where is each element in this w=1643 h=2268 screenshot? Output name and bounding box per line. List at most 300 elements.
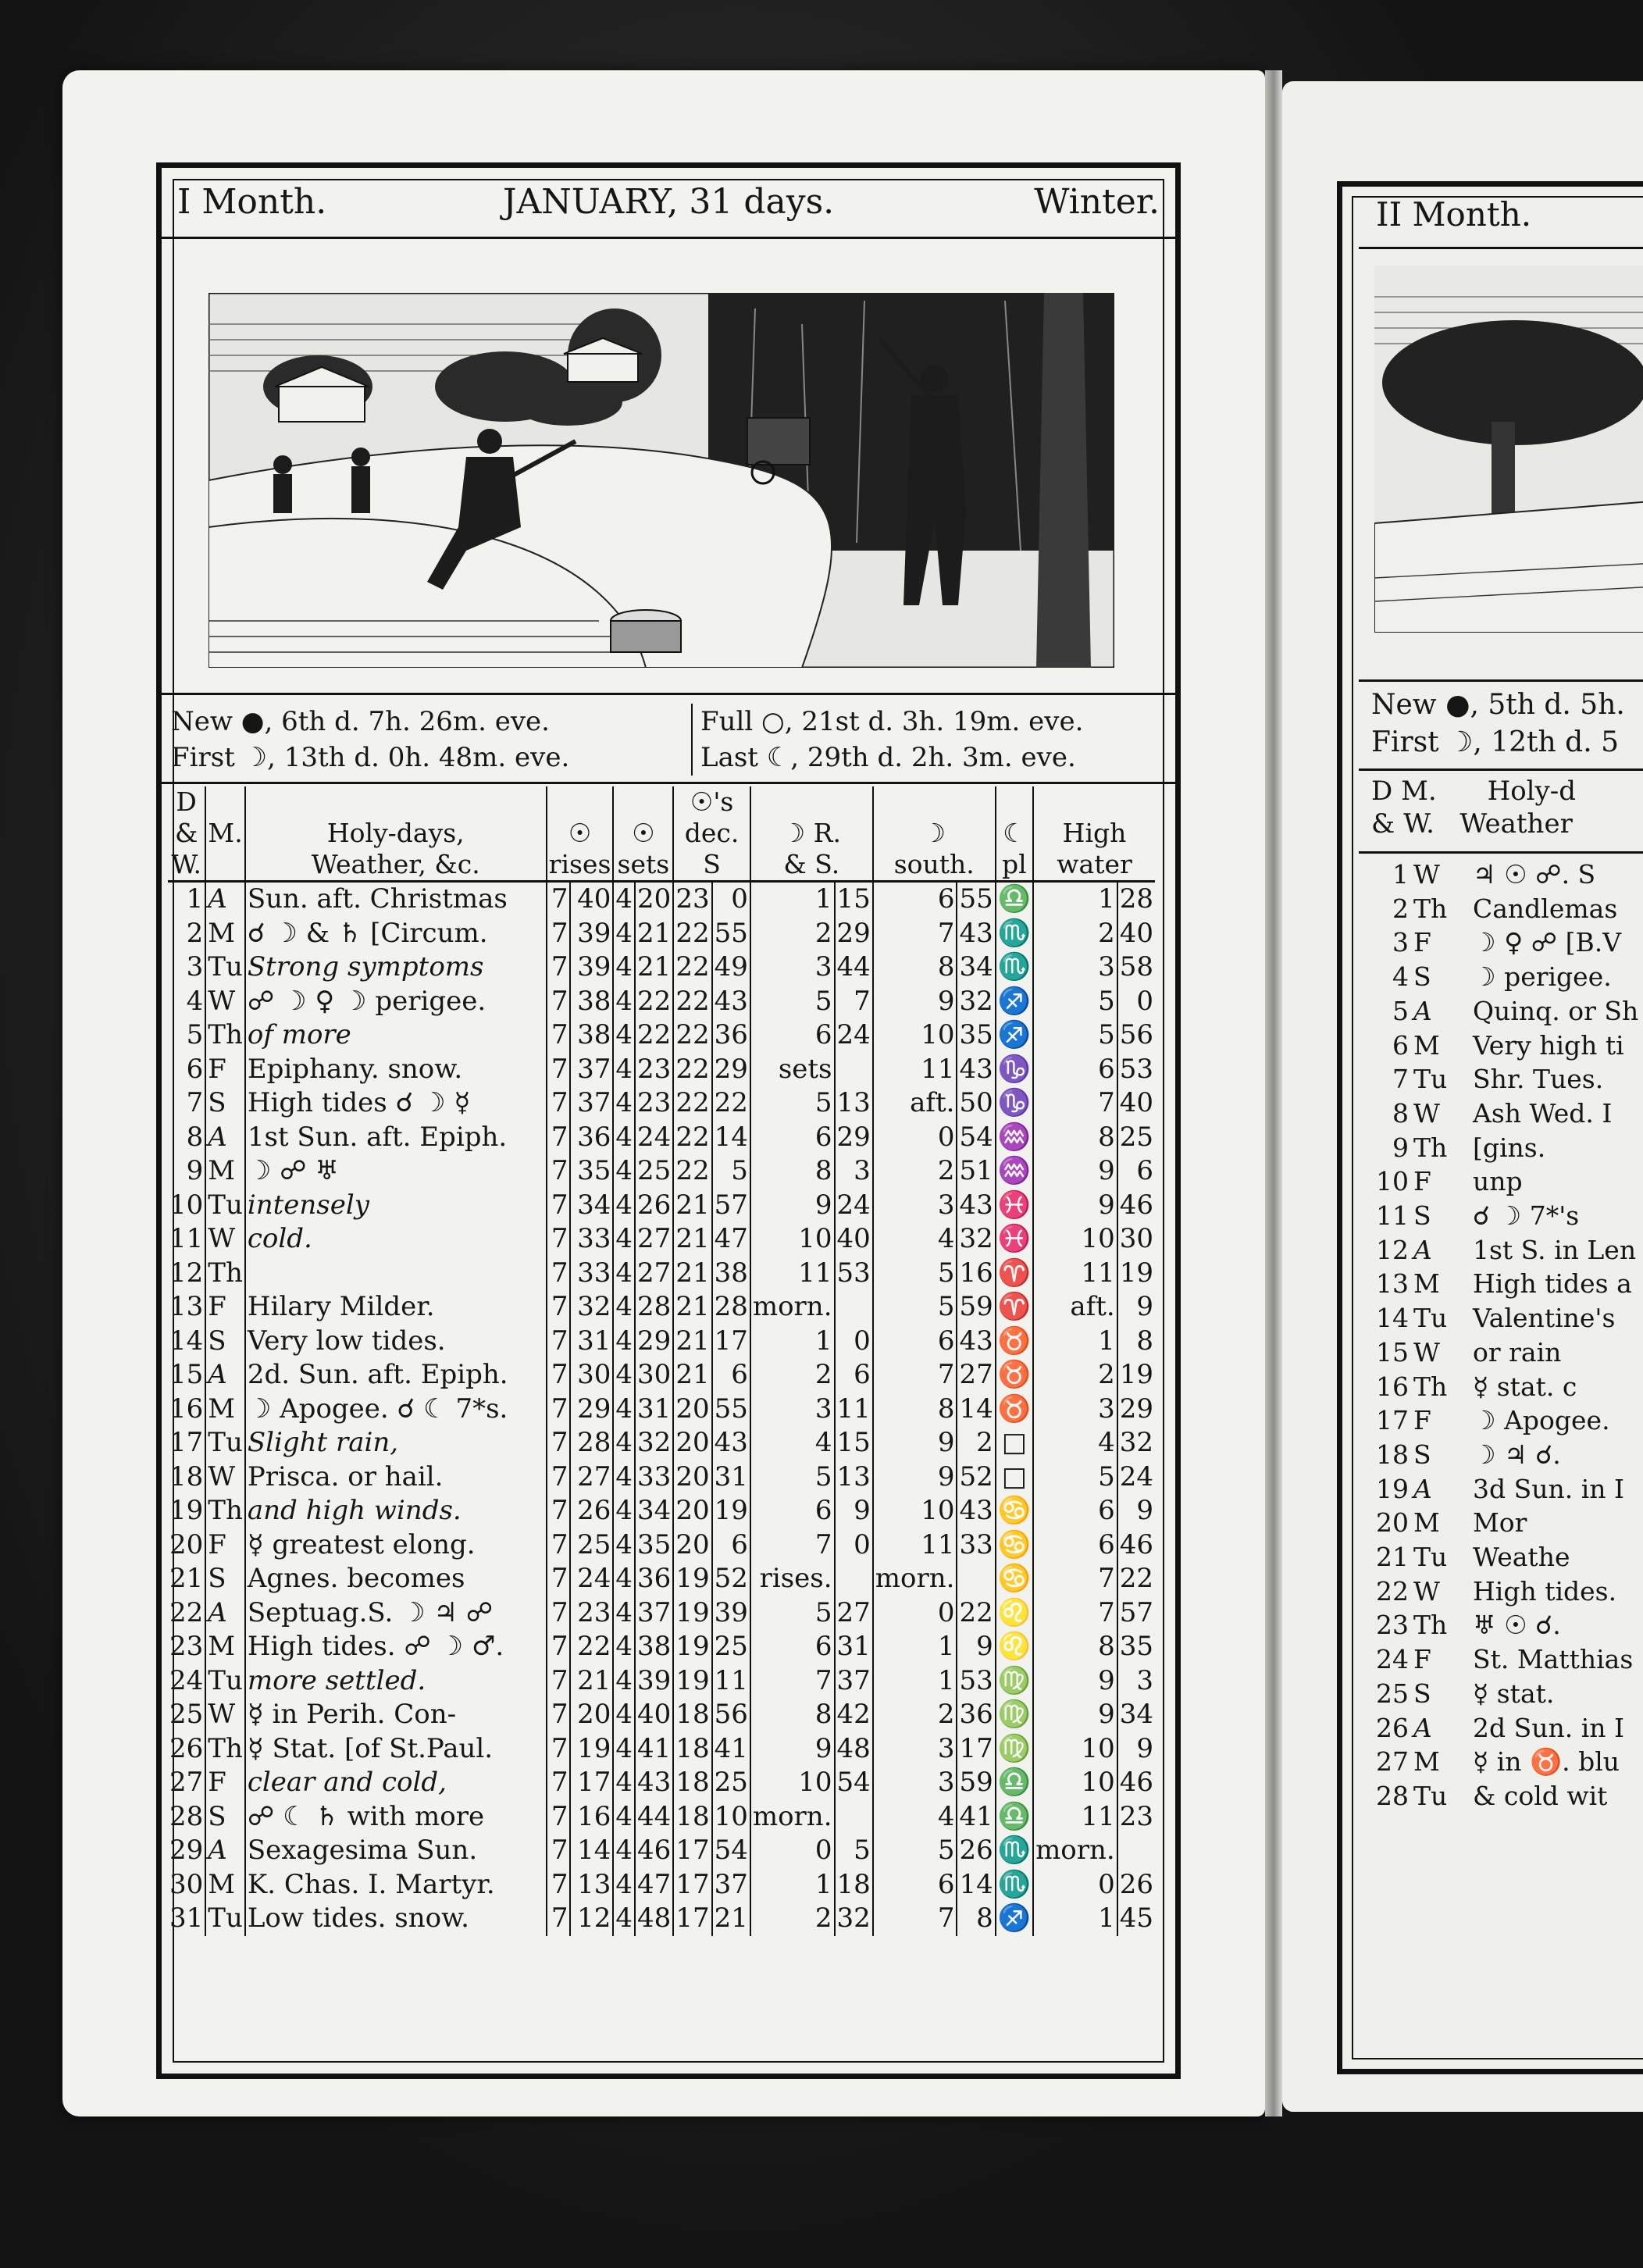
sunset-hour: 4	[613, 1460, 635, 1495]
day-number: 2	[186, 917, 204, 949]
full-moon-text: Full ○, 21st d. 3h. 19m. eve.	[700, 706, 1084, 737]
sunset-hour: 4	[613, 950, 635, 985]
moon-rise-set-hour: 7	[750, 1664, 835, 1699]
moon-south-hour: 1	[873, 1630, 957, 1664]
holy-day-note: Agnes. becomes	[245, 1562, 547, 1596]
moon-place-sign: ♈	[996, 1257, 1033, 1291]
holy-day-note: 1st Sun. aft. Epiph.	[245, 1121, 547, 1155]
moon-rise-set-minute	[835, 1290, 873, 1325]
day-number: 17	[169, 1427, 204, 1458]
right-day-number: 23	[1376, 1610, 1409, 1641]
right-weekday: W	[1413, 1097, 1440, 1129]
high-water-hour: 11	[1033, 1800, 1117, 1835]
right-holy-day-note: Quinq. or Sh	[1473, 995, 1639, 1026]
right-holy-day-note: Mor	[1473, 1507, 1527, 1539]
high-water-minute	[1117, 1834, 1155, 1868]
right-weekday: Tu	[1413, 1064, 1448, 1095]
right-day-number: 17	[1376, 1405, 1409, 1436]
weekday: F	[205, 1053, 245, 1087]
moon-south-minute: 43	[957, 917, 995, 951]
moon-rise-set-minute: 32	[835, 1902, 873, 1936]
holy-day-note: more settled.	[245, 1664, 547, 1699]
weekday: W	[205, 985, 245, 1019]
moon-rise-set-hour: 5	[750, 985, 835, 1019]
weekday: M	[205, 917, 245, 951]
high-water-hour: 6	[1033, 1053, 1117, 1087]
last-quarter-text: Last ☾, 29th d. 2h. 3m. eve.	[700, 742, 1076, 773]
high-water-minute: 30	[1117, 1222, 1155, 1257]
right-calendar-row	[1371, 1438, 1638, 1472]
sunrise-minute: 25	[570, 1528, 613, 1563]
sunset-hour: 4	[613, 1902, 635, 1936]
right-holy-day-note: Weathe	[1473, 1542, 1570, 1573]
moon-rise-set-minute	[835, 1053, 873, 1087]
moon-rise-set-minute: 29	[835, 917, 873, 951]
weekday: S	[205, 1325, 245, 1359]
moon-place-sign: ♍	[996, 1732, 1033, 1767]
sunset-hour: 4	[613, 1494, 635, 1528]
sunset-hour: 4	[613, 1189, 635, 1223]
right-day-number: 12	[1376, 1234, 1409, 1265]
sunrise-hour: 7	[547, 950, 571, 985]
sunset-hour: 4	[613, 1426, 635, 1460]
sunset-hour: 4	[613, 1834, 635, 1868]
right-day-number: 1	[1392, 859, 1409, 890]
calendar-row	[168, 950, 1155, 985]
holy-day-note: Very low tides.	[245, 1325, 547, 1359]
right-calendar-rows	[1371, 858, 1638, 1813]
moon-south-hour: 5	[873, 1834, 957, 1868]
right-day-number: 19	[1376, 1473, 1409, 1504]
sunset-minute: 20	[635, 882, 673, 917]
sunset-minute: 32	[635, 1426, 673, 1460]
moon-rise-set-hour: sets	[750, 1053, 835, 1087]
sunrise-minute: 38	[570, 985, 613, 1019]
sunrise-hour: 7	[547, 917, 571, 951]
declination-degrees: 17	[673, 1868, 711, 1902]
day-number: 3	[186, 951, 204, 982]
moon-rise-set-hour: 6	[750, 1018, 835, 1053]
moon-rise-set-hour: 1	[750, 1325, 835, 1359]
sunrise-hour: 7	[547, 1664, 571, 1699]
moon-south-hour: 0	[873, 1596, 957, 1631]
sunset-minute: 34	[635, 1494, 673, 1528]
moon-south-minute: 34	[957, 950, 995, 985]
declination-minutes: 47	[712, 1222, 750, 1257]
moon-rise-set-hour: 8	[750, 1698, 835, 1732]
sunset-hour: 4	[613, 1868, 635, 1902]
moon-south-minute: 16	[957, 1257, 995, 1291]
day-number: 29	[169, 1835, 204, 1866]
moon-rise-set-hour: 8	[750, 1154, 835, 1189]
moon-south-hour: 4	[873, 1222, 957, 1257]
moon-south-minute: 22	[957, 1596, 995, 1631]
sunrise-minute: 39	[570, 950, 613, 985]
sunrise-hour: 7	[547, 1528, 571, 1563]
right-weekday: M	[1413, 1746, 1440, 1778]
moon-south-minute: 55	[957, 882, 995, 917]
right-calendar-row	[1371, 1677, 1638, 1711]
high-water-minute: 9	[1117, 1290, 1155, 1325]
declination-degrees: 22	[673, 1154, 711, 1189]
day-number: 15	[169, 1359, 204, 1390]
high-water-minute: 22	[1117, 1562, 1155, 1596]
right-day-number: 20	[1376, 1507, 1409, 1539]
day-number: 8	[186, 1121, 204, 1153]
calendar-row	[168, 1732, 1155, 1767]
right-weekday: Tu	[1413, 1542, 1448, 1573]
holy-day-note: and high winds.	[245, 1494, 547, 1528]
sunrise-hour: 7	[547, 1800, 571, 1835]
right-weekday: S	[1413, 1439, 1431, 1470]
calendar-row	[168, 1325, 1155, 1359]
declination-minutes: 21	[712, 1902, 750, 1936]
moon-rise-set-minute: 0	[835, 1325, 873, 1359]
moon-rise-set-hour: 6	[750, 1494, 835, 1528]
right-moon-box-rule	[1359, 768, 1643, 771]
calendar-row	[168, 1494, 1155, 1528]
high-water-minute: 23	[1117, 1800, 1155, 1835]
moon-place-sign: ♍	[996, 1664, 1033, 1699]
sunset-hour: 4	[613, 1290, 635, 1325]
moon-place-sign: ♐	[996, 1018, 1033, 1053]
moon-south-hour: 7	[873, 917, 957, 951]
high-water-minute: 25	[1117, 1121, 1155, 1155]
sunrise-minute: 30	[570, 1358, 613, 1393]
calendar-row	[168, 1053, 1155, 1087]
moon-south-hour: 4	[873, 1800, 957, 1835]
right-day-number: 21	[1376, 1542, 1409, 1573]
weekday: Th	[205, 1494, 245, 1528]
moon-place-sign: ♋	[996, 1528, 1033, 1563]
moon-south-hour: 10	[873, 1018, 957, 1053]
right-holy-day-note: ☽ Apogee.	[1473, 1405, 1610, 1436]
moon-rise-set-minute: 24	[835, 1189, 873, 1223]
calendar-row	[168, 1393, 1155, 1427]
moon-south-hour: 8	[873, 950, 957, 985]
holy-day-note: Strong symptoms	[245, 950, 547, 985]
col-holydays-header: Holy-days, Weather, &c.	[245, 786, 547, 882]
moon-place-sign: ♓	[996, 1222, 1033, 1257]
moon-south-minute: 59	[957, 1766, 995, 1800]
high-water-minute: 3	[1117, 1664, 1155, 1699]
high-water-hour: 2	[1033, 1358, 1117, 1393]
sunset-minute: 47	[635, 1868, 673, 1902]
right-calendar-row	[1371, 1301, 1638, 1335]
declination-minutes: 6	[712, 1358, 750, 1393]
moon-rise-set-minute: 31	[835, 1630, 873, 1664]
col-weekday-header: M.	[205, 786, 245, 882]
moon-south-hour: 6	[873, 1325, 957, 1359]
right-weekday: F	[1413, 927, 1431, 958]
declination-degrees: 22	[673, 917, 711, 951]
sunrise-minute: 39	[570, 917, 613, 951]
declination-degrees: 21	[673, 1257, 711, 1291]
high-water-hour: 7	[1033, 1086, 1117, 1121]
right-calendar-row	[1371, 1199, 1638, 1233]
sunrise-hour: 7	[547, 1222, 571, 1257]
right-calendar-row	[1371, 1267, 1638, 1301]
right-calendar-row	[1371, 925, 1638, 960]
sunrise-minute: 22	[570, 1630, 613, 1664]
moon-phases-box	[168, 699, 1169, 777]
sunrise-minute: 27	[570, 1460, 613, 1495]
day-number: 19	[169, 1495, 204, 1526]
sunrise-minute: 31	[570, 1325, 613, 1359]
weekday: M	[205, 1154, 245, 1189]
high-water-hour: 6	[1033, 1528, 1117, 1563]
holy-day-note: ☍ ☽ ♀ ☽ perigee.	[245, 985, 547, 1019]
sunset-hour: 4	[613, 1086, 635, 1121]
declination-minutes: 14	[712, 1121, 750, 1155]
sunset-hour: 4	[613, 917, 635, 951]
calendar-row	[168, 1698, 1155, 1732]
day-number: 31	[169, 1902, 204, 1934]
declination-degrees: 21	[673, 1222, 711, 1257]
calendar-row	[168, 1630, 1155, 1664]
calendar-row	[168, 917, 1155, 951]
declination-minutes: 39	[712, 1596, 750, 1631]
weekday: M	[205, 1393, 245, 1427]
moon-south-hour: 6	[873, 1868, 957, 1902]
sunrise-hour: 7	[547, 1189, 571, 1223]
declination-minutes: 36	[712, 1018, 750, 1053]
right-day-number: 15	[1376, 1336, 1409, 1368]
moon-rise-set-hour: 4	[750, 1426, 835, 1460]
moon-rise-set-minute	[835, 1562, 873, 1596]
col-declination-header: ☉'s dec. S	[673, 786, 750, 882]
moon-rise-set-hour: 10	[750, 1766, 835, 1800]
moon-south-minute: 43	[957, 1053, 995, 1087]
declination-degrees: 21	[673, 1189, 711, 1223]
right-day-number: 27	[1376, 1746, 1409, 1778]
high-water-minute: 35	[1117, 1630, 1155, 1664]
sunset-hour: 4	[613, 1766, 635, 1800]
declination-degrees: 17	[673, 1834, 711, 1868]
declination-degrees: 19	[673, 1630, 711, 1664]
high-water-minute: 9	[1117, 1494, 1155, 1528]
high-water-hour: 8	[1033, 1121, 1117, 1155]
sunrise-minute: 36	[570, 1121, 613, 1155]
holy-day-note: Low tides. snow.	[245, 1902, 547, 1936]
sunrise-hour: 7	[547, 1494, 571, 1528]
high-water-hour: 8	[1033, 1630, 1117, 1664]
right-weekday: Th	[1413, 1132, 1448, 1163]
moon-place-sign: □	[996, 1426, 1033, 1460]
sunset-hour: 4	[613, 1698, 635, 1732]
right-header-rule	[1359, 247, 1643, 249]
moon-south-hour: 7	[873, 1902, 957, 1936]
moon-rise-set-hour: 11	[750, 1257, 835, 1291]
moon-south-minute: 59	[957, 1290, 995, 1325]
weekday: Tu	[205, 1189, 245, 1223]
right-calendar-row	[1371, 1029, 1638, 1063]
moon-south-minute: 17	[957, 1732, 995, 1767]
right-day-number: 16	[1376, 1371, 1409, 1402]
calendar-row	[168, 1358, 1155, 1393]
declination-minutes: 5	[712, 1154, 750, 1189]
sunrise-hour: 7	[547, 1902, 571, 1936]
high-water-minute: 19	[1117, 1257, 1155, 1291]
sunrise-minute: 13	[570, 1868, 613, 1902]
sunset-minute: 21	[635, 950, 673, 985]
holy-day-note: Slight rain,	[245, 1426, 547, 1460]
day-number: 24	[169, 1664, 204, 1696]
right-calendar-row	[1371, 1335, 1638, 1370]
sunrise-minute: 17	[570, 1766, 613, 1800]
sunset-hour: 4	[613, 1121, 635, 1155]
sunset-hour: 4	[613, 1630, 635, 1664]
sunset-minute: 40	[635, 1698, 673, 1732]
calendar-row	[168, 1426, 1155, 1460]
declination-degrees: 20	[673, 1494, 711, 1528]
weekday: A	[205, 1596, 245, 1631]
moon-rise-set-minute: 6	[835, 1358, 873, 1393]
moon-south-minute: 27	[957, 1358, 995, 1393]
right-day-number: 2	[1392, 893, 1409, 924]
sunset-minute: 46	[635, 1834, 673, 1868]
calendar-header-row	[168, 786, 1155, 882]
sunrise-minute: 37	[570, 1053, 613, 1087]
moon-south-hour: 3	[873, 1766, 957, 1800]
right-day-number: 8	[1392, 1097, 1409, 1129]
high-water-hour: 2	[1033, 917, 1117, 951]
calendar-row	[168, 1290, 1155, 1325]
declination-minutes: 19	[712, 1494, 750, 1528]
sunrise-hour: 7	[547, 1290, 571, 1325]
declination-degrees: 18	[673, 1766, 711, 1800]
right-column-headers: D M. Holy-d & W. Weather	[1371, 776, 1577, 840]
moon-south-minute	[957, 1562, 995, 1596]
day-number: 10	[169, 1189, 204, 1221]
sunset-hour: 4	[613, 985, 635, 1019]
moon-rise-set-minute: 5	[835, 1834, 873, 1868]
sunrise-hour: 7	[547, 1358, 571, 1393]
right-weekday: W	[1413, 1575, 1440, 1606]
high-water-minute: 53	[1117, 1053, 1155, 1087]
moon-rise-set-minute: 44	[835, 950, 873, 985]
right-holy-day-note: unp	[1473, 1166, 1523, 1197]
moon-south-minute: 36	[957, 1698, 995, 1732]
moon-south-hour: 3	[873, 1732, 957, 1767]
declination-minutes: 31	[712, 1460, 750, 1495]
declination-degrees: 22	[673, 985, 711, 1019]
moon-place-sign: ♏	[996, 950, 1033, 985]
sunset-hour: 4	[613, 1358, 635, 1393]
declination-degrees: 21	[673, 1290, 711, 1325]
moon-south-hour: 2	[873, 1154, 957, 1189]
declination-degrees: 17	[673, 1902, 711, 1936]
high-water-minute: 46	[1117, 1528, 1155, 1563]
high-water-minute: 34	[1117, 1698, 1155, 1732]
high-water-minute: 57	[1117, 1596, 1155, 1631]
high-water-hour: 9	[1033, 1698, 1117, 1732]
weekday: A	[205, 1358, 245, 1393]
sunrise-hour: 7	[547, 1086, 571, 1121]
moon-place-sign: ♐	[996, 985, 1033, 1019]
sunset-minute: 23	[635, 1053, 673, 1087]
declination-degrees: 21	[673, 1358, 711, 1393]
day-number: 26	[169, 1732, 204, 1764]
right-day-number: 18	[1376, 1439, 1409, 1470]
sunset-hour: 4	[613, 1053, 635, 1087]
right-calendar-row	[1371, 1642, 1638, 1677]
sunrise-minute: 33	[570, 1222, 613, 1257]
moon-south-hour: morn.	[873, 1562, 957, 1596]
moon-south-minute: 14	[957, 1868, 995, 1902]
moon-rise-set-hour: 1	[750, 882, 835, 917]
declination-minutes: 55	[712, 1393, 750, 1427]
right-weekday: Tu	[1413, 1780, 1448, 1811]
moon-rise-set-hour: morn.	[750, 1800, 835, 1835]
moon-place-sign: ♉	[996, 1358, 1033, 1393]
right-weekday: Th	[1413, 893, 1448, 924]
calendar-row	[168, 1766, 1155, 1800]
calendar-table	[168, 786, 1155, 1936]
day-number: 27	[169, 1767, 204, 1798]
calendar-row	[168, 1868, 1155, 1902]
winter-woodcut-illustration	[208, 293, 1114, 668]
moon-south-minute: 35	[957, 1018, 995, 1053]
calendar-row	[168, 1189, 1155, 1223]
high-water-minute: 46	[1117, 1189, 1155, 1223]
declination-minutes: 17	[712, 1325, 750, 1359]
sunrise-minute: 29	[570, 1393, 613, 1427]
moon-rise-set-minute: 18	[835, 1868, 873, 1902]
moon-south-minute: 51	[957, 1154, 995, 1189]
holy-day-note: ☽ ☍ ♅	[245, 1154, 547, 1189]
declination-minutes: 37	[712, 1868, 750, 1902]
sunset-hour: 4	[613, 1154, 635, 1189]
sunrise-hour: 7	[547, 1053, 571, 1087]
moon-rise-set-hour: 2	[750, 1358, 835, 1393]
high-water-hour: 4	[1033, 1426, 1117, 1460]
declination-minutes: 43	[712, 985, 750, 1019]
day-number: 5	[186, 1019, 204, 1050]
moon-rise-set-minute: 7	[835, 985, 873, 1019]
day-number: 23	[169, 1631, 204, 1662]
moon-rise-set-minute: 3	[835, 1154, 873, 1189]
day-number: 1	[186, 883, 204, 915]
book-gutter	[1265, 70, 1282, 2116]
declination-degrees: 20	[673, 1460, 711, 1495]
calendar-row	[168, 1154, 1155, 1189]
sunrise-hour: 7	[547, 1766, 571, 1800]
moon-rise-set-hour: 9	[750, 1732, 835, 1767]
right-calendar-row	[1371, 1574, 1638, 1609]
moon-rise-set-minute: 0	[835, 1528, 873, 1563]
sunrise-hour: 7	[547, 1426, 571, 1460]
high-water-minute: 40	[1117, 1086, 1155, 1121]
high-water-hour: morn.	[1033, 1834, 1117, 1868]
declination-minutes: 10	[712, 1800, 750, 1835]
sunrise-hour: 7	[547, 1562, 571, 1596]
right-weekday: Th	[1413, 1371, 1448, 1402]
header-rule	[162, 237, 1175, 239]
moon-place-sign: ♎	[996, 1766, 1033, 1800]
declination-minutes: 22	[712, 1086, 750, 1121]
moon-rise-set-hour: 1	[750, 1868, 835, 1902]
right-day-number: 24	[1376, 1644, 1409, 1675]
sunset-minute: 27	[635, 1222, 673, 1257]
right-day-number: 25	[1376, 1678, 1409, 1709]
declination-degrees: 21	[673, 1325, 711, 1359]
right-day-number: 9	[1392, 1132, 1409, 1163]
declination-degrees: 19	[673, 1664, 711, 1699]
sunset-minute: 39	[635, 1664, 673, 1699]
day-number: 14	[169, 1325, 204, 1357]
illustration-bottom-rule	[162, 693, 1175, 695]
